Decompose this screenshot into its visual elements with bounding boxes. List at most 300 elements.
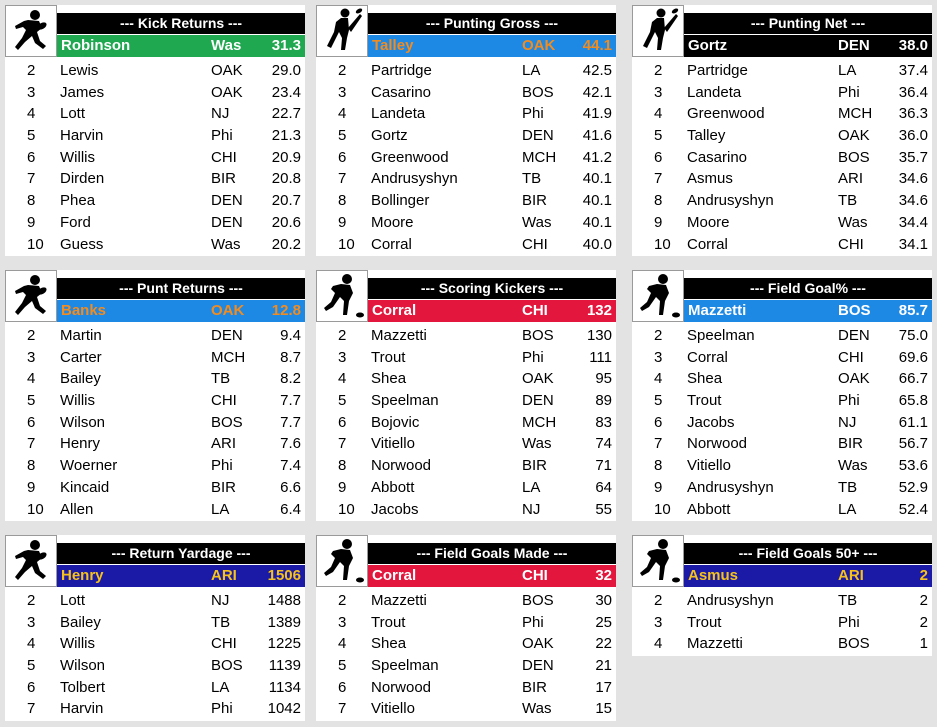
leader-name: Asmus (688, 567, 739, 584)
table-row (5, 412, 305, 434)
table-row (632, 168, 932, 190)
player-name: Partridge (371, 62, 432, 79)
table-row (5, 477, 305, 499)
team-code: OAK (522, 370, 554, 388)
table-row (316, 168, 616, 190)
rank-cell: 4 (27, 635, 36, 653)
stat-value: 29.0 (271, 62, 301, 79)
team-code: Was (522, 700, 552, 718)
card-header (316, 5, 616, 60)
player-name: Bailey (60, 613, 101, 631)
team-code: MCH (522, 148, 557, 166)
stat-value: 1225 (267, 635, 301, 653)
stat-value: 40.1 (582, 213, 612, 231)
rank-cell: 3 (338, 348, 347, 366)
ranking-list (316, 60, 616, 256)
stat-value: 52.9 (898, 478, 928, 496)
stat-value: 41.6 (582, 127, 612, 145)
team-code: BOS (838, 148, 870, 166)
stat-value: 66.7 (898, 370, 928, 388)
team-code: TB (838, 478, 858, 496)
table-row (316, 590, 616, 612)
stat-card (632, 270, 932, 521)
player-name: Lewis (60, 62, 99, 79)
rank-cell: 4 (654, 635, 663, 653)
player-name: Tolbert (60, 678, 106, 696)
table-row (316, 412, 616, 434)
player-name: Lott (60, 105, 86, 123)
card-title: --- Field Goals 50+ --- (684, 543, 932, 564)
table-row (316, 82, 616, 104)
table-row (632, 147, 932, 169)
player-name: Moore (687, 213, 730, 231)
stat-value: 40.1 (582, 192, 612, 210)
player-name: Lott (60, 592, 86, 609)
table-row (5, 82, 305, 104)
rank-cell: 10 (338, 500, 355, 518)
leader-name: Mazzetti (688, 302, 747, 319)
card-header (632, 5, 932, 60)
player-name: Trout (687, 392, 722, 410)
player-name: Corral (687, 348, 728, 366)
player-name: Andrusyshyn (687, 192, 774, 210)
table-row (632, 82, 932, 104)
table-row (5, 633, 305, 655)
team-code: LA (211, 500, 230, 518)
ranking-list (316, 325, 616, 521)
stat-value: 15 (595, 700, 612, 718)
stat-value: 34.1 (898, 235, 928, 253)
rank-cell: 9 (338, 478, 347, 496)
player-name: Vitiello (371, 700, 415, 718)
team-code: Was (838, 457, 868, 475)
stat-value: 6.4 (280, 500, 301, 518)
rank-cell: 9 (27, 478, 36, 496)
rank-cell: 2 (654, 327, 663, 344)
stat-value: 37.4 (898, 62, 928, 79)
kicker-icon (316, 270, 368, 322)
stat-value: 111 (589, 348, 612, 366)
stat-value: 36.4 (898, 83, 928, 101)
table-row (316, 234, 616, 256)
leader-value: 32 (595, 567, 612, 584)
team-code: TB (838, 592, 858, 609)
rank-cell: 5 (654, 392, 663, 410)
rank-cell: 2 (338, 62, 347, 79)
team-code: BOS (838, 635, 870, 653)
card-header (5, 270, 305, 325)
kicker-icon (316, 535, 368, 587)
leader-value: 85.7 (898, 302, 928, 319)
stat-value: 7.4 (280, 457, 301, 475)
stat-value: 64 (595, 478, 612, 496)
leader-row (368, 300, 616, 322)
team-code: ARI (838, 170, 864, 188)
rank-cell: 10 (654, 235, 671, 253)
rank-cell: 10 (27, 500, 44, 518)
player-name: Vitiello (687, 457, 731, 475)
table-row (316, 612, 616, 634)
player-name: Martin (60, 327, 102, 344)
table-row (5, 677, 305, 699)
stat-value: 95 (595, 370, 612, 388)
team-code: Phi (522, 613, 544, 631)
stat-value: 1 (919, 635, 928, 653)
team-code: BIR (211, 478, 237, 496)
stat-value: 21 (595, 657, 612, 675)
rank-cell: 8 (338, 192, 347, 210)
football-runner-icon (5, 270, 57, 322)
team-code: DEN (522, 127, 554, 145)
table-row (632, 390, 932, 412)
card-title: --- Kick Returns --- (57, 13, 305, 34)
player-name: Bollinger (371, 192, 430, 210)
stat-value: 34.6 (898, 192, 928, 210)
rank-cell: 7 (338, 435, 347, 453)
card-header (5, 5, 305, 60)
table-row (632, 103, 932, 125)
card-title: --- Punting Net --- (684, 13, 932, 34)
leader-name: Talley (372, 37, 414, 54)
team-code: BIR (522, 678, 548, 696)
player-name: Carter (60, 348, 102, 366)
stat-value: 20.6 (271, 213, 301, 231)
player-name: Shea (687, 370, 723, 388)
team-code: Phi (838, 613, 860, 631)
rank-cell: 6 (338, 148, 347, 166)
team-code: CHI (838, 235, 864, 253)
player-name: Andrusyshyn (687, 478, 774, 496)
table-row (316, 455, 616, 477)
rank-cell: 7 (338, 700, 347, 718)
leader-row (57, 565, 305, 587)
stat-card (5, 535, 305, 721)
player-name: James (60, 83, 105, 101)
stat-value: 34.4 (898, 213, 928, 231)
kicker-icon (632, 535, 684, 587)
team-code: ARI (211, 435, 237, 453)
team-code: CHI (838, 348, 864, 366)
table-row (632, 455, 932, 477)
player-name: Corral (371, 235, 412, 253)
stat-value: 23.4 (271, 83, 301, 101)
table-row (316, 147, 616, 169)
player-name: Corral (687, 235, 728, 253)
stat-value: 1134 (268, 678, 301, 696)
team-code: MCH (211, 348, 246, 366)
rank-cell: 9 (338, 213, 347, 231)
stat-value: 7.6 (280, 435, 301, 453)
player-name: Wilson (60, 413, 106, 431)
rank-cell: 8 (27, 457, 36, 475)
leader-row (684, 300, 932, 322)
ranking-list (632, 590, 932, 656)
football-runner-icon (5, 5, 57, 57)
stat-card (5, 270, 305, 521)
team-code: LA (522, 478, 541, 496)
stat-card (5, 5, 305, 256)
rank-cell: 6 (27, 413, 36, 431)
rank-cell: 9 (27, 213, 36, 231)
team-code: CHI (211, 635, 237, 653)
stat-value: 42.1 (582, 83, 612, 101)
rank-cell: 8 (27, 192, 36, 210)
stat-value: 1389 (267, 613, 301, 631)
table-row (632, 125, 932, 147)
rank-cell: 5 (338, 657, 347, 675)
table-row (5, 147, 305, 169)
leader-team: CHI (522, 567, 548, 584)
leader-team: OAK (522, 37, 556, 54)
stat-value: 75.0 (898, 327, 928, 344)
rank-cell: 6 (654, 148, 663, 166)
stat-value: 89 (595, 392, 612, 410)
team-code: Phi (838, 392, 860, 410)
team-code: NJ (211, 592, 230, 609)
team-code: LA (522, 62, 541, 79)
leader-team: BOS (838, 302, 871, 319)
player-name: Bailey (60, 370, 101, 388)
team-code: BIR (211, 170, 237, 188)
stat-card (632, 5, 932, 256)
player-name: Casarino (687, 148, 748, 166)
player-name: Henry (60, 435, 101, 453)
stat-card (316, 270, 616, 521)
card-title: --- Field Goal% --- (684, 278, 932, 299)
team-code: LA (838, 500, 857, 518)
leader-row (57, 35, 305, 57)
table-row (5, 655, 305, 677)
team-code: OAK (522, 635, 554, 653)
leader-value: 44.1 (582, 37, 612, 54)
card-title: --- Return Yardage --- (57, 543, 305, 564)
player-name: Andrusyshyn (687, 592, 774, 609)
table-row (632, 212, 932, 234)
team-code: OAK (211, 62, 243, 79)
rank-cell: 8 (338, 457, 347, 475)
table-row (316, 368, 616, 390)
ranking-list (632, 325, 932, 521)
rank-cell: 4 (654, 105, 663, 123)
player-name: Abbott (687, 500, 731, 518)
rank-cell: 4 (338, 370, 347, 388)
player-name: Willis (60, 148, 95, 166)
rank-cell: 3 (654, 348, 663, 366)
rank-cell: 4 (338, 105, 347, 123)
rank-cell: 2 (654, 62, 663, 79)
team-code: Phi (211, 700, 233, 718)
player-name: Speelman (371, 392, 439, 410)
stat-value: 55 (595, 500, 612, 518)
ranking-list (5, 590, 305, 721)
card-header (632, 270, 932, 325)
team-code: CHI (522, 235, 548, 253)
table-row (632, 433, 932, 455)
table-row (5, 212, 305, 234)
rank-cell: 3 (338, 613, 347, 631)
stat-value: 130 (586, 327, 612, 344)
table-row (5, 347, 305, 369)
rank-cell: 5 (338, 127, 347, 145)
stat-value: 56.7 (898, 435, 928, 453)
table-row (316, 190, 616, 212)
team-code: Phi (522, 105, 544, 123)
player-name: Trout (371, 613, 406, 631)
stat-value: 7.7 (280, 392, 301, 410)
team-code: LA (838, 62, 857, 79)
stat-value: 20.2 (271, 235, 301, 253)
rank-cell: 3 (27, 613, 36, 631)
leader-row (57, 300, 305, 322)
rank-cell: 7 (654, 170, 663, 188)
table-row (5, 103, 305, 125)
table-row (316, 60, 616, 82)
rank-cell: 3 (27, 348, 36, 366)
player-name: Greenwood (687, 105, 765, 123)
rank-cell: 2 (27, 62, 36, 79)
team-code: LA (211, 678, 230, 696)
leader-value: 12.8 (271, 302, 301, 319)
player-name: Ford (60, 213, 91, 231)
player-name: Asmus (687, 170, 733, 188)
stat-value: 69.6 (898, 348, 928, 366)
table-row (5, 125, 305, 147)
card-title: --- Scoring Kickers --- (368, 278, 616, 299)
table-row (632, 190, 932, 212)
table-row (5, 390, 305, 412)
stat-value: 52.4 (898, 500, 928, 518)
card-title: --- Punting Gross --- (368, 13, 616, 34)
rank-cell: 7 (338, 170, 347, 188)
team-code: NJ (522, 500, 541, 518)
stat-card (316, 5, 616, 256)
stat-value: 20.9 (271, 148, 301, 166)
stat-value: 20.7 (271, 192, 301, 210)
stat-value: 61.1 (898, 413, 928, 431)
rank-cell: 6 (338, 678, 347, 696)
leader-team: OAK (211, 302, 245, 319)
player-name: Wilson (60, 657, 106, 675)
team-code: Was (522, 213, 552, 231)
table-row (316, 499, 616, 521)
team-code: BOS (211, 413, 243, 431)
table-row (316, 655, 616, 677)
rank-cell: 8 (654, 457, 663, 475)
team-code: CHI (211, 148, 237, 166)
table-row (632, 590, 932, 612)
table-row (316, 677, 616, 699)
player-name: Landeta (687, 83, 742, 101)
player-name: Landeta (371, 105, 426, 123)
team-code: Phi (211, 457, 233, 475)
team-code: BOS (522, 327, 554, 344)
stat-value: 42.5 (582, 62, 612, 79)
rank-cell: 10 (27, 235, 44, 253)
rank-cell: 3 (27, 83, 36, 101)
player-name: Norwood (687, 435, 748, 453)
stat-value: 20.8 (271, 170, 301, 188)
leader-team: DEN (838, 37, 870, 54)
team-code: NJ (838, 413, 857, 431)
stat-value: 34.6 (898, 170, 928, 188)
stat-value: 22.7 (271, 105, 301, 123)
team-code: BIR (522, 192, 548, 210)
table-row (632, 234, 932, 256)
team-code: TB (838, 192, 858, 210)
ranking-list (316, 590, 616, 721)
team-code: OAK (211, 83, 243, 101)
card-header (5, 535, 305, 590)
card-title: --- Punt Returns --- (57, 278, 305, 299)
stat-value: 36.0 (898, 127, 928, 145)
player-name: Abbott (371, 478, 415, 496)
stat-value: 22 (595, 635, 612, 653)
team-code: DEN (522, 392, 554, 410)
stat-value: 36.3 (898, 105, 928, 123)
table-row (5, 368, 305, 390)
ranking-list (632, 60, 932, 256)
table-row (5, 612, 305, 634)
stat-value: 65.8 (898, 392, 928, 410)
stat-value: 40.1 (582, 170, 612, 188)
leader-row (368, 565, 616, 587)
rank-cell: 5 (27, 657, 36, 675)
rank-cell: 9 (654, 213, 663, 231)
stat-value: 41.9 (582, 105, 612, 123)
table-row (316, 477, 616, 499)
player-name: Jacobs (371, 500, 419, 518)
stat-value: 74 (595, 435, 612, 453)
team-code: BIR (522, 457, 548, 475)
player-name: Harvin (60, 127, 104, 145)
stat-value: 8.7 (280, 348, 301, 366)
stat-value: 30 (595, 592, 612, 609)
rank-cell: 2 (27, 592, 36, 609)
team-code: NJ (211, 105, 230, 123)
ranking-list (5, 60, 305, 256)
leader-name: Banks (61, 302, 107, 319)
stat-card (632, 535, 932, 656)
player-name: Guess (60, 235, 104, 253)
team-code: TB (211, 370, 231, 388)
team-code: Was (211, 235, 241, 253)
table-row (5, 499, 305, 521)
team-code: BOS (522, 83, 554, 101)
rank-cell: 7 (654, 435, 663, 453)
table-row (5, 455, 305, 477)
table-row (632, 347, 932, 369)
team-code: MCH (838, 105, 873, 123)
team-code: TB (522, 170, 542, 188)
player-name: Trout (687, 613, 722, 631)
stat-value: 2 (919, 592, 928, 609)
player-name: Speelman (687, 327, 755, 344)
stat-value: 9.4 (280, 327, 301, 344)
table-row (316, 103, 616, 125)
table-row (632, 325, 932, 347)
stat-value: 35.7 (898, 148, 928, 166)
leader-team: Was (211, 37, 242, 54)
table-row (5, 168, 305, 190)
player-name: Trout (371, 348, 406, 366)
stat-value: 6.6 (280, 478, 301, 496)
rank-cell: 9 (654, 478, 663, 496)
stat-value: 71 (595, 457, 612, 475)
punter-icon (632, 5, 684, 57)
rank-cell: 6 (654, 413, 663, 431)
player-name: Willis (60, 392, 95, 410)
rank-cell: 5 (27, 127, 36, 145)
